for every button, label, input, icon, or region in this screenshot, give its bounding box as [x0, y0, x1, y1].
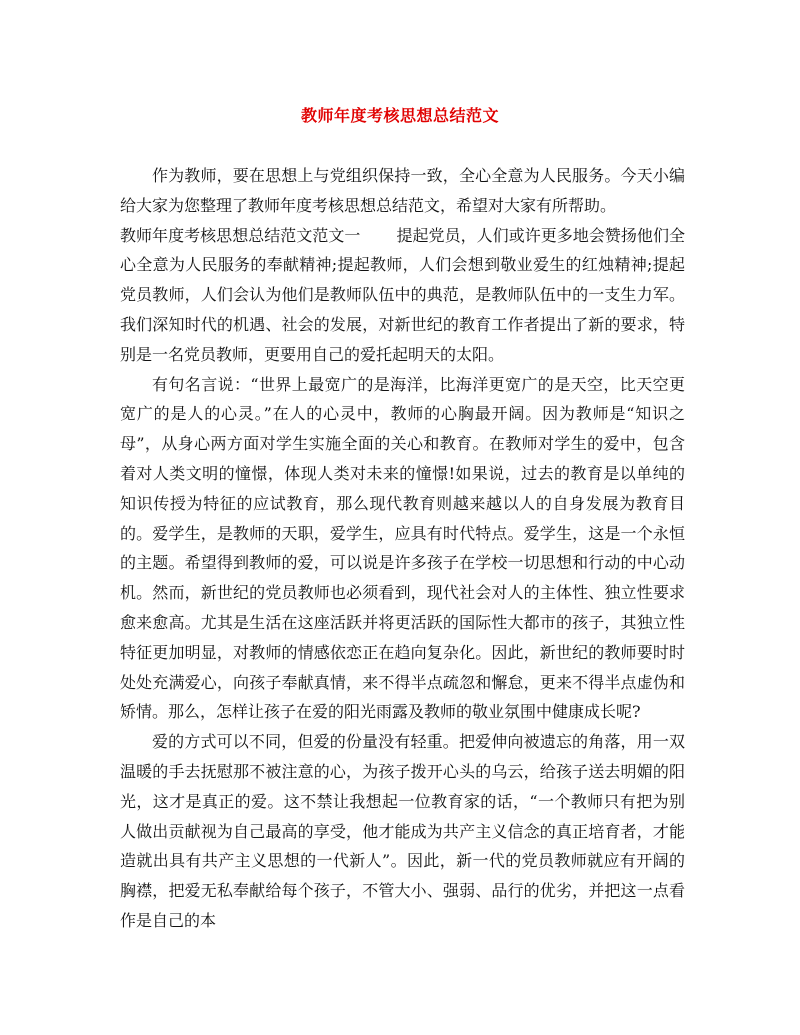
document-body: [120, 161, 685, 936]
paragraph-3: 爱的方式可以不同，但爱的份量没有轻重。把爱伸向被遗忘的角落，用一双温暖的手去抚慰那不被注意的心，为孩子拨开心头的乌云，给孩子送去明媚的阳光，这才是真正的爱。这不禁让我想起一位教育家的话，“一个教师只有把为别人做出贡献视为自己最高的享受，他才能成为共产主义信念的真正培育者，才能造就出具有共产主义思想的一代新人”。因此，新一代的党员教师就应有开阔的胸襟，把爱无私奉献给每个孩子，不管大小、强弱、品行的优劣，并把这一点看作是自己的本: [120, 732, 685, 930]
section-paragraph: [120, 221, 685, 370]
intro-paragraph: 作为教师，要在思想上与党组织保持一致，全心全意为人民服务。今天小编给大家为您整理了教师年度考核思想总结范文，希望对大家有所帮助。: [120, 166, 685, 215]
document-title: 教师年度考核思想总结范文: [300, 106, 499, 125]
paragraph-1-text: 提起党员，人们或许更多地会赞扬他们全心全意为人民服务的奉献精神;提起教师，人们会想到敬业爱生的红烛精神;提起党员教师，人们会认为他们是教师队伍中的典范，是教师队伍中的一支生力军。我们深知时代的机遇、社会的发展，对新世纪的教育工作者提出了新的要求，特别是一名党员教师，更要用自己的爱托起明天的太阳。: [120, 225, 685, 364]
paragraph-2: 有句名言说：“世界上最宽广的是海洋，比海洋更宽广的是天空，比天空更宽广的是人的心灵。”在人的心灵中，教师的心胸最开阔。因为教师是“知识之母”，从身心两方面对学生实施全面的关心和教育。在教师对学生的爱中，包含着对人类文明的憧憬，体现人类对未来的憧憬!如果说，过去的教育是以单纯的知识传授为特征的应试教育，那么现代教育则越来越以人的自身发展为教育目的。爱学生，是教师的天职，爱学生，应具有时代特点。爱学生，这是一个永恒的主题。希望得到教师的爱，可以说是许多孩子在学校一切思想和行动的中心动机。然而，新世纪的党员教师也必须看到，现代社会对人的主体性、独立性要求愈来愈高。尤其是生活在这座活跃并将更活跃的国际性大都市的孩子，其独立性特征更加明显，对教师的情感依恋正在趋向复杂化。因此，新世纪的教师要时时处处充满爱心，向孩子奉献真情，来不得半点疏忽和懈怠，更来不得半点虚伪和矫情。那么，怎样让孩子在爱的阳光雨露及教师的敬业氛围中健康成长呢?: [120, 374, 685, 722]
section-heading: 教师年度考核思想总结范文范文一: [120, 225, 361, 245]
